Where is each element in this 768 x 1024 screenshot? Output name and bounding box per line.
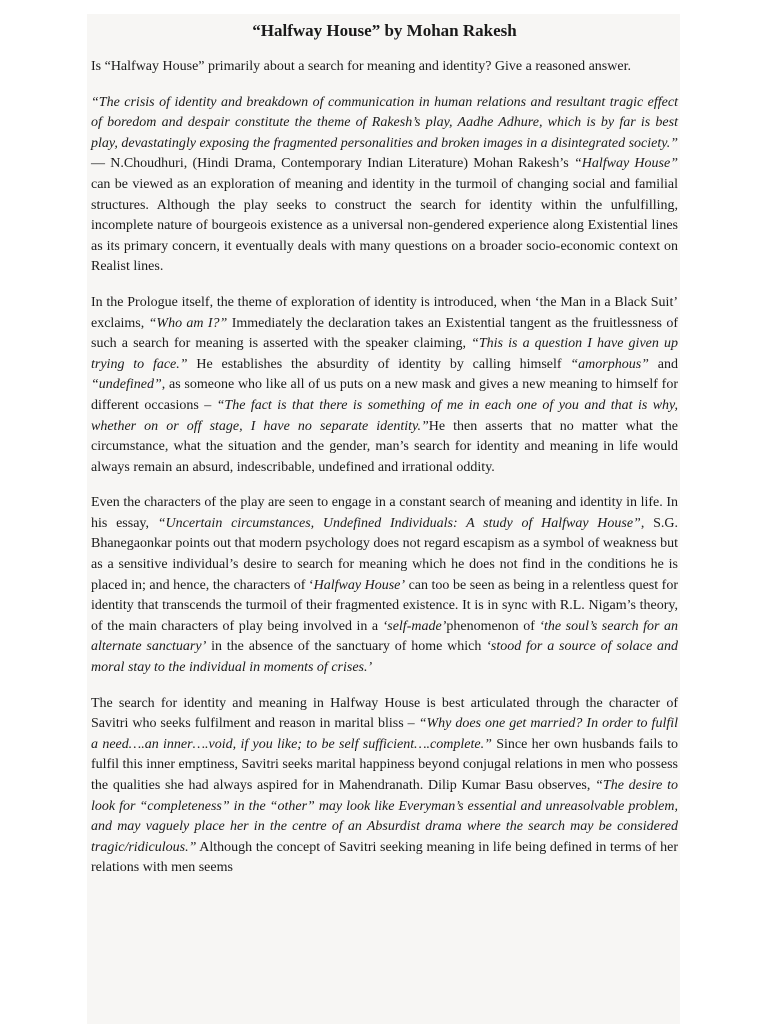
paragraph-3 <box>91 493 678 678</box>
p2-text-e: , as someone who like all of us puts on a new mask and gives a new meaning to himself for different occasions – <box>91 377 678 413</box>
p3-quote-solace: ‘stood for a source of solace and moral stay to the individual in moments of crises.’ <box>91 639 678 676</box>
p3-quote-self-made: ‘self-made’ <box>382 618 447 634</box>
p1-quote-choudhuri: “The crisis of identity and breakdown of communication in human relations and resultant tragic effect of boredom and despair constitute the theme of Rakesh’s play, Aadhe Adhure, which is by far is best play, devastatingly exposing the fragmented personalities and broken images in a disintegrated society.” <box>91 94 678 151</box>
p4-quote-basu: “The desire to look for “completeness” in the “other” may look like Everyman’s essential and unreasolvable problem, and may vaguely place her in the centre of an Absurdist drama where the search may be considered tragic/ridiculous.” <box>91 778 678 855</box>
paragraph-2 <box>91 293 678 478</box>
p3-essay-title: “Uncertain circumstances, Undefined Individuals: A study of Halfway House” <box>157 515 641 531</box>
p3-text-b: , S.G. Bhanegaonkar points out that modern psychology does not regard escapism as a symbol of weakness but as a sensitive individual’s desire to search for meaning which he does not find in the conditions he is placed in; and hence, the characters of ‘ <box>91 515 678 593</box>
p3-text-c: can too be seen as being in a relentless quest for identity that transcends the turmoil of their fragmented existence. It is in sync with R.L. Nigam’s theory, of the main characters of play being involved in a <box>91 577 678 634</box>
p2-text-b: Immediately the declaration takes an Existential tangent as the fruitlessness of such a search for meaning is asserted with the speaker claiming, <box>91 315 678 352</box>
p4-text-a: The search for identity and meaning in Halfway House is best articulated through the character of Savitri who seeks fulfilment and reason in marital bliss – <box>91 695 678 732</box>
document-title: “Halfway House” by Mohan Rakesh <box>252 21 517 40</box>
p2-text-f: He then asserts that no matter what the circumstance, what the situation and the gender, man’s search for identity and meaning in life would always remain an absurd, indescribable, undefined and irrational oddity. <box>91 418 679 475</box>
p1-text-b: can be viewed as an exploration of meaning and identity in the turmoil of changing social and familial structures. Although the play seeks to construct the search for identity within the unfulfilling, incomplete nature of bourgeois existence as a universal non-gendered experience along Existential lines as its primary concern, it eventually deals with many questions on a broader socio-economic context on Realist lines. <box>91 176 678 275</box>
p2-quote-amorphous: “amorphous” <box>570 356 649 372</box>
paragraph-4 <box>91 694 678 879</box>
p2-quote-question: “This is a question I have given up trying to face.” <box>91 336 678 372</box>
document-body <box>91 14 678 879</box>
p3-text-a: Even the characters of the play are seen to engage in a constant search of meaning and identity in life. In his essay, <box>91 495 678 531</box>
p3-text-d: phenomenon of <box>446 618 540 634</box>
p3-text-e: in the absence of the sanctuary of home which <box>206 639 487 655</box>
paragraph-1 <box>91 93 678 278</box>
p2-quote-undefined: “undefined” <box>91 377 162 393</box>
p2-quote-identity: “The fact is that there is something of me in each one of you and that is why, whether on or off stage, I have no separate identity.” <box>91 397 678 434</box>
essay-question: Is “Halfway House” primarily about a search for meaning and identity? Give a reasoned answer. <box>91 59 631 74</box>
p2-quote-who-am-i: “Who am I?” <box>148 315 228 331</box>
p1-title-halfway-house: “Halfway House” <box>573 156 678 172</box>
p1-text-a: — N.Choudhuri, (Hindi Drama, Contemporary Indian Literature) Mohan Rakesh’s <box>91 156 574 172</box>
p2-text-a: In the Prologue itself, the theme of exploration of identity is introduced, when ‘the Man in a Black Suit’ exclaims, <box>91 294 678 331</box>
p3-title-halfway-house: Halfway House’ <box>313 577 406 593</box>
p4-quote-married: “Why does one get married? In order to fulfil a need….an inner….void, if you like; to be self sufficient….complete.” <box>91 716 679 752</box>
p2-text-d: and <box>648 356 678 372</box>
p2-text-c: He establishes the absurdity of identity by calling himself <box>187 356 571 372</box>
p4-text-b: Since her own husbands fails to fulfil this inner emptiness, Savitri seeks marital happiness beyond conjugal relations in men who possess the qualities she had always aspired for in Mahendranath. Dilip Kumar Basu observes, <box>91 736 678 793</box>
p3-quote-sanctuary: ‘the soul’s search for an alternate sanctuary’ <box>91 618 678 655</box>
p4-text-c: Although the concept of Savitri seeking meaning in life being defined in terms of her relations with men seems <box>91 839 678 876</box>
